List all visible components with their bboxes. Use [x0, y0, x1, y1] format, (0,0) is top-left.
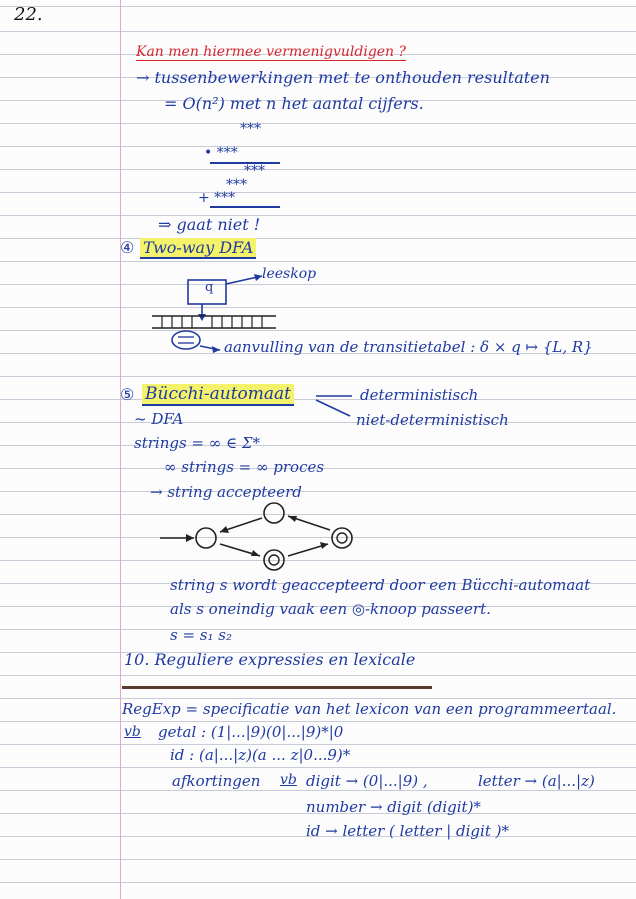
mult-row-1: ***: [240, 121, 261, 137]
vb-label-1: vb: [124, 724, 141, 740]
id-letter-rule: id → letter ( letter | digit )*: [306, 822, 509, 840]
section-rule: [122, 686, 432, 689]
id-rule: id : (a|...|z)(a ... z|0...9)*: [170, 746, 351, 764]
process-line: ∞ strings = ∞ proces: [164, 458, 325, 476]
regex-heading: 10. Reguliere expressies en lexicale: [124, 650, 416, 669]
page-number: 22.: [14, 4, 43, 25]
mult-row-3: ***: [244, 163, 265, 179]
variant-branches: [312, 392, 362, 422]
state-label: q: [205, 280, 214, 295]
vb-label-2: vb: [280, 772, 297, 788]
mult-row-2: • ***: [204, 145, 238, 161]
multiply-line-1: → tussenbewerkingen met te onthouden resultaten: [136, 68, 550, 87]
margin-line: [120, 0, 121, 899]
similar-dfa: ~ DFA: [134, 410, 184, 428]
head-label: leeskop: [262, 266, 317, 282]
accept-rule-2: als s oneindig vaak een ◎-knoop passeert.: [170, 600, 491, 618]
afkortingen-label: afkortingen: [172, 772, 261, 790]
buchi-title: Bücchi-automaat: [142, 384, 294, 406]
accepted-line: → string accepteerd: [150, 483, 302, 501]
digit-rule: digit → (0|...|9) ,: [306, 772, 428, 790]
variant-deterministic: deterministisch: [360, 386, 479, 404]
two-way-dfa-title: Two-way DFA: [140, 238, 256, 259]
strings-line: strings = ∞ ∈ Σ*: [134, 434, 260, 452]
accept-rule-1: string s wordt geaccepteerd door een Bücchi-automaat: [170, 576, 591, 594]
variant-nondeterministic: niet-deterministisch: [356, 411, 509, 429]
example-line: s = s₁ s₂: [170, 626, 232, 644]
regex-definition: RegExp = specificatie van het lexicon van een programmeertaal.: [122, 700, 617, 718]
addition-note: aanvulling van de transitietabel : δ × q ↦ {L, R}: [224, 338, 593, 356]
letter-rule: letter → (a|...|z): [478, 772, 595, 790]
question-heading: Kan men hiermee vermenigvuldigen ?: [136, 44, 407, 60]
buchi-automaton-diagram: [150, 498, 370, 578]
mult-row-5: + ***: [198, 190, 236, 206]
section-number-5: ⑤: [120, 385, 135, 404]
section-number-4: ④: [120, 238, 135, 257]
getal-rule: getal : (1|...|9)(0|...|9)*|0: [158, 723, 344, 741]
number-rule: number → digit (digit)*: [306, 798, 481, 816]
multiply-line-2: = O(n²) met n het aantal cijfers.: [164, 94, 424, 113]
mult-row-4: ***: [226, 177, 247, 193]
mult-divider-2: [210, 206, 280, 208]
conclusion: ⇒ gaat niet !: [158, 215, 261, 234]
